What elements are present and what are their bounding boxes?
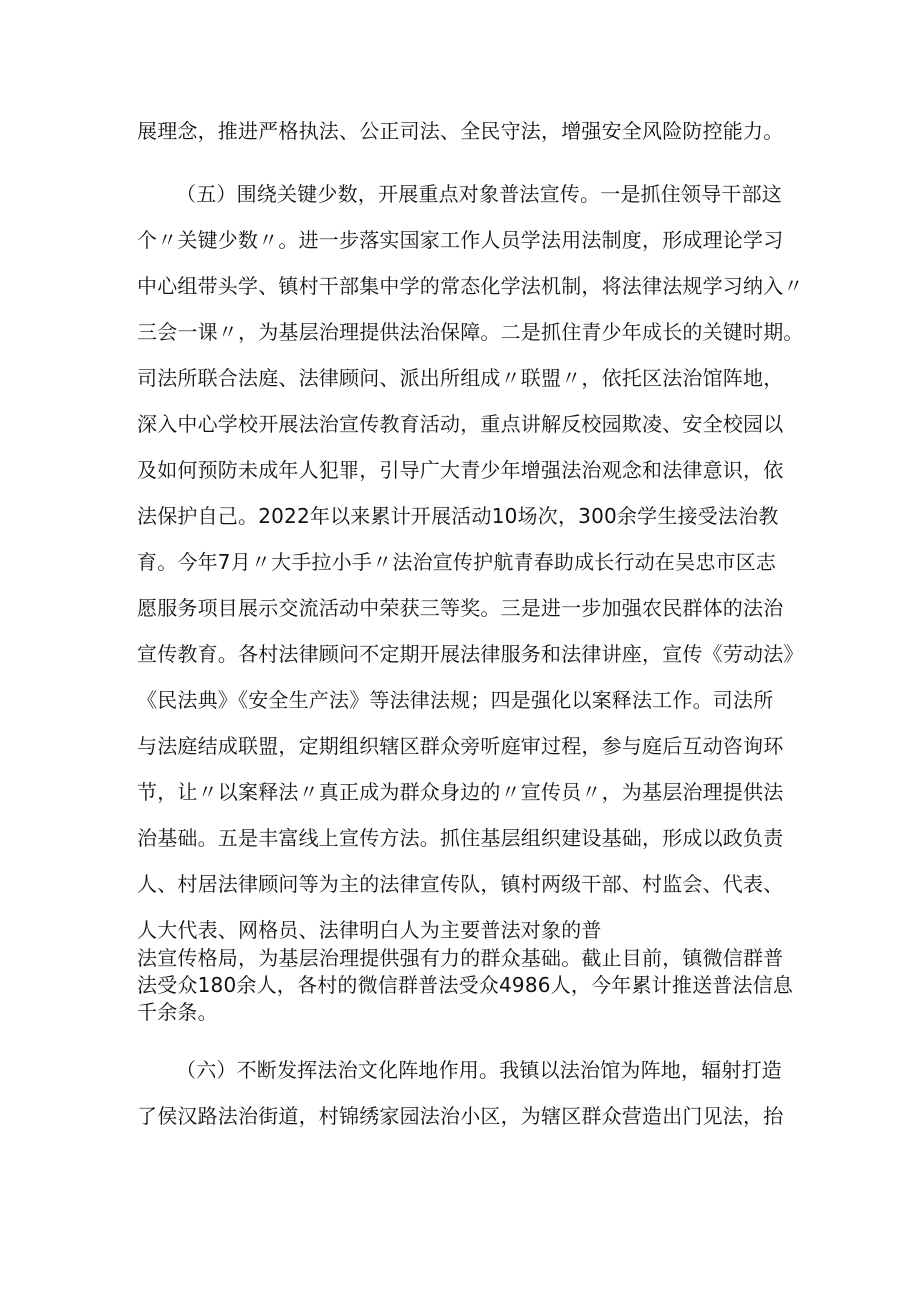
text-line-20: 法受众180余人，各村的微信群普法受众4986人，今年累计推送普法信息 <box>137 973 794 997</box>
text-line-9: 法保护自己。2022年以来累计开展活动10场次，300余学生接受法治教 <box>137 504 779 528</box>
text-line-11: 愿服务项目展示交流活动中荣获三等奖。三是进一步加强农民群体的法治 <box>137 596 784 620</box>
text-line-12: 宣传教育。各村法律顾问不定期开展法律服务和法律讲座，宣传《劳动法》 <box>137 642 804 666</box>
text-line-10: 育。今年7月〃大手拉小手〃法治宣传护航青春助成长行动在吴忠市区志 <box>137 550 777 574</box>
text-line-1: 展理念，推进严格执法、公正司法、全民守法，增强安全风险防控能力。 <box>137 119 784 143</box>
text-line-7: 深入中心学校开展法治宣传教育活动，重点讲解反校园欺凌、安全校园以 <box>137 412 784 436</box>
text-line-15: 节，让〃以案释法〃真正成为群众身边的〃宣传员〃，为基层治理提供法 <box>137 780 784 804</box>
paragraph-5-heading: （五）围绕关键少数，开展重点对象普法宣传。一是抓住领导干部这 <box>176 182 782 206</box>
text-line-6: 司法所联合法庭、法律顾问、派出所组成〃联盟〃，依托区法治馆阵地， <box>137 366 784 390</box>
text-line-18: 人大代表、网格员、法律明白人为主要普法对象的普 <box>137 918 602 942</box>
text-line-5: 三会一课〃，为基层治理提供法治保障。二是抓住青少年成长的关键时期。 <box>137 320 804 344</box>
text-line-23: 了侯汉路法治街道，村锦绣家园法治小区，为辖区群众营造出门见法，抬 <box>137 1104 784 1128</box>
text-line-17: 人、村居法律顾问等为主的法律宣传队，镇村两级干部、村监会、代表、 <box>137 872 784 896</box>
text-line-16: 治基础。五是丰富线上宣传方法。抓住基层组织建设基础，形成以政负责 <box>137 826 784 850</box>
text-line-3: 个〃关键少数〃。进一步落实国家工作人员学法用法制度，形成理论学习 <box>137 228 784 252</box>
paragraph-6-heading: （六）不断发挥法治文化阵地作用。我镇以法治馆为阵地，辐射打造 <box>176 1058 782 1082</box>
text-line-14: 与法庭结成联盟，定期组织辖区群众旁听庭审过程，参与庭后互动咨询环 <box>137 734 784 758</box>
text-line-4: 中心组带头学、镇村干部集中学的常态化学法机制，将法律法规学习纳入〃 <box>137 274 804 298</box>
text-line-19: 法宣传格局，为基层治理提供强有力的群众基础。截止目前，镇微信群普 <box>137 946 784 970</box>
text-line-13: 《民法典》《安全生产法》等法律法规；四是强化以案释法工作。司法所 <box>137 688 774 712</box>
text-line-21: 千余条。 <box>137 1000 218 1024</box>
text-line-8: 及如何预防未成年人犯罪，引导广大青少年增强法治观念和法律意识，依 <box>137 458 784 482</box>
